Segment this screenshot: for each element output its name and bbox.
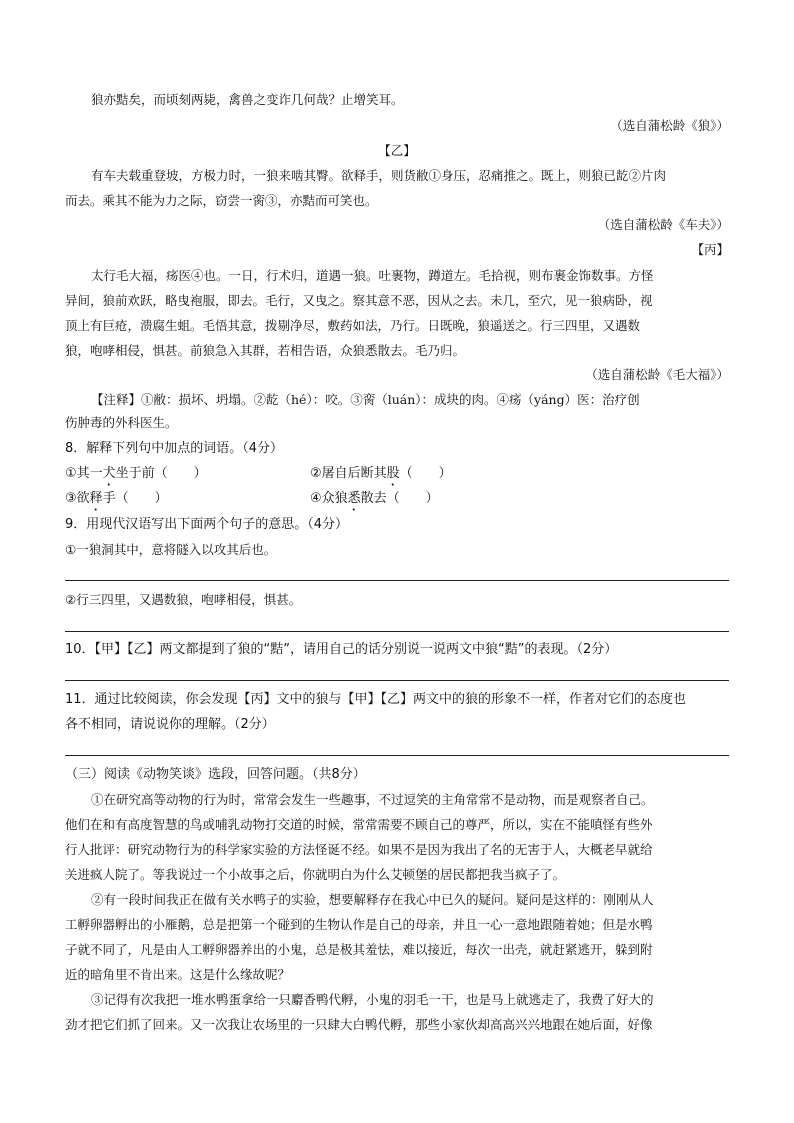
section3-line-8: 近的暗角里不肯出来。这是什么缘故呢？ [65, 967, 291, 982]
source-bing: （选自蒲松龄《毛大福》） [585, 367, 729, 382]
passage-bing-line-1: 太行毛大福，疡医④也。一日，行术归，道遇一狼。吐裹物，蹲道左。毛拾视，则布裹金饰数事。方怪 [91, 268, 654, 283]
q10-text: 10．【甲】【乙】两文都提到了狼的“黠”，请用自己的话分别说一说两文中狼“黠”的表现。（2分） [65, 642, 618, 657]
q9-sentence-1: ①一狼洞其中，意将隧入以攻其后也。 [65, 542, 277, 557]
q8-item-4: ④众狼悉散去（ ） [310, 491, 439, 506]
notes-line-2: 伤肿毒的外科医生。 [65, 415, 178, 430]
source-jia: （选自蒲松龄《狼》） [610, 118, 729, 133]
section3-line-10: 劲才把它们抓了回来。又一次我让农场里的一只肆大白鸭代孵，那些小家伙却高高兴兴地跟在她后面，好像 [65, 1017, 653, 1032]
section3-line-7: 子就不同了，凡是由人工孵卵器养出的小鬼，总是极其羞怯，难以接近，每次一出壳，就赶紧逃开，躲到附 [65, 942, 653, 957]
answer-line-q9-1 [65, 580, 729, 581]
section3-line-3: 行人批评：研究动物行为的科学家实验的方法怪诞不经。如果不是因为我出了名的无害于人，大概老早就给 [65, 842, 653, 857]
answer-line-q11 [65, 755, 729, 756]
passage-yi-line-1: 有车夫载重登坡，方极力时，一狼来啮其臀。欲释手，则货敝①身压，忍痛推之。既上，则狼已龁②片肉 [91, 168, 667, 183]
section3-line-6: 工孵卵器孵出的小雁鹅，总是把第一个碰到的生物认作是自己的母亲，并且一心一意地跟随着她；但是水鸭 [65, 917, 653, 932]
q9-sentence-2: ②行三四里，又遇数狼，咆哮相侵，惧甚。 [65, 592, 302, 607]
source-yi: （选自蒲松龄《车夫》） [597, 217, 729, 232]
section3-line-5: ②有一段时间我正在做有关水鸭子的实验，想要解释存在我心中已久的疑问。疑问是这样的：刚刚从人 [91, 892, 654, 907]
passage-bing-line-2: 异间，狼前欢跃，略曳袍服，即去。毛行，又曳之。察其意不恶，因从之去。未几，至穴，见一狼病卧，视 [65, 293, 653, 308]
section3-title: （三）阅读《动物笑谈》选段，回答问题。（共8分） [65, 767, 366, 782]
passage-bing-line-4: 狼，咆哮相侵，惧甚。前狼急入其群，若相告语，众狼悉散去。毛乃归。 [65, 343, 466, 358]
q11-line-2: 各不相同，请说说你的理解。（2分） [65, 717, 275, 732]
section3-line-2: 他们在和有高度智慧的鸟或哺乳动物打交道的时候，常常需要不顾自己的尊严，所以，实在不能嗔怪有些外 [65, 817, 653, 832]
passage-bing-line-3: 顶上有巨疮，溃腐生蛆。毛悟其意，拨剔净尽，敷药如法，乃行。日既晚，狼遥送之。行三四里，又遇数 [65, 318, 641, 333]
passage-yi-line-2: 而去。乘其不能为力之际，窃尝一脔③，亦黠而可笑也。 [65, 193, 378, 208]
heading-yi: 【乙】 [378, 143, 416, 158]
passage-jia-last-line: 狼亦黠矣，而顷刻两毙，禽兽之变诈几何哉？止增笑耳。 [91, 92, 404, 107]
q9-title: 9．用现代汉语写出下面两个句子的意思。（4分） [65, 517, 349, 532]
section3-line-9: ③记得有次我把一堆水鸭蛋拿给一只麝香鸭代孵，小鬼的羽毛一干，也是马上就逃走了，我费了好大的 [91, 992, 654, 1007]
answer-line-q10 [65, 680, 729, 681]
section3-line-4: 关进疯人院了。等我说过一个小故事之后，你就明白为什么艾顿堡的居民都把我当疯子了。 [65, 867, 566, 882]
q8-title: 8．解释下列句中加点的词语。（4分） [65, 441, 284, 456]
q11-line-1: 11．通过比较阅读，你会发现【丙】文中的狼与【甲】【乙】两文中的狼的形象不一样，作者对它们的态度也 [65, 692, 687, 707]
section3-line-1: ①在研究高等动物的行为时，常常会发生一些趣事，不过逗笑的主角常常不是动物，而是观察者自己。 [91, 792, 654, 807]
q8-item-1: ①其一犬坐于前（ ） [65, 466, 207, 481]
heading-bing: 【丙】 [691, 242, 729, 257]
answer-line-q9-2 [65, 631, 729, 632]
notes-line-1: 【注释】①敝：损坏、坍塌。②龁（hé）：咬。③脔（luán）：成块的肉。④疡（yáng）医：治疗创 [91, 392, 640, 407]
q8-item-3: ③欲释手（ ） [65, 491, 168, 506]
q8-item-2: ②屠自后断其股（ ） [310, 466, 452, 481]
